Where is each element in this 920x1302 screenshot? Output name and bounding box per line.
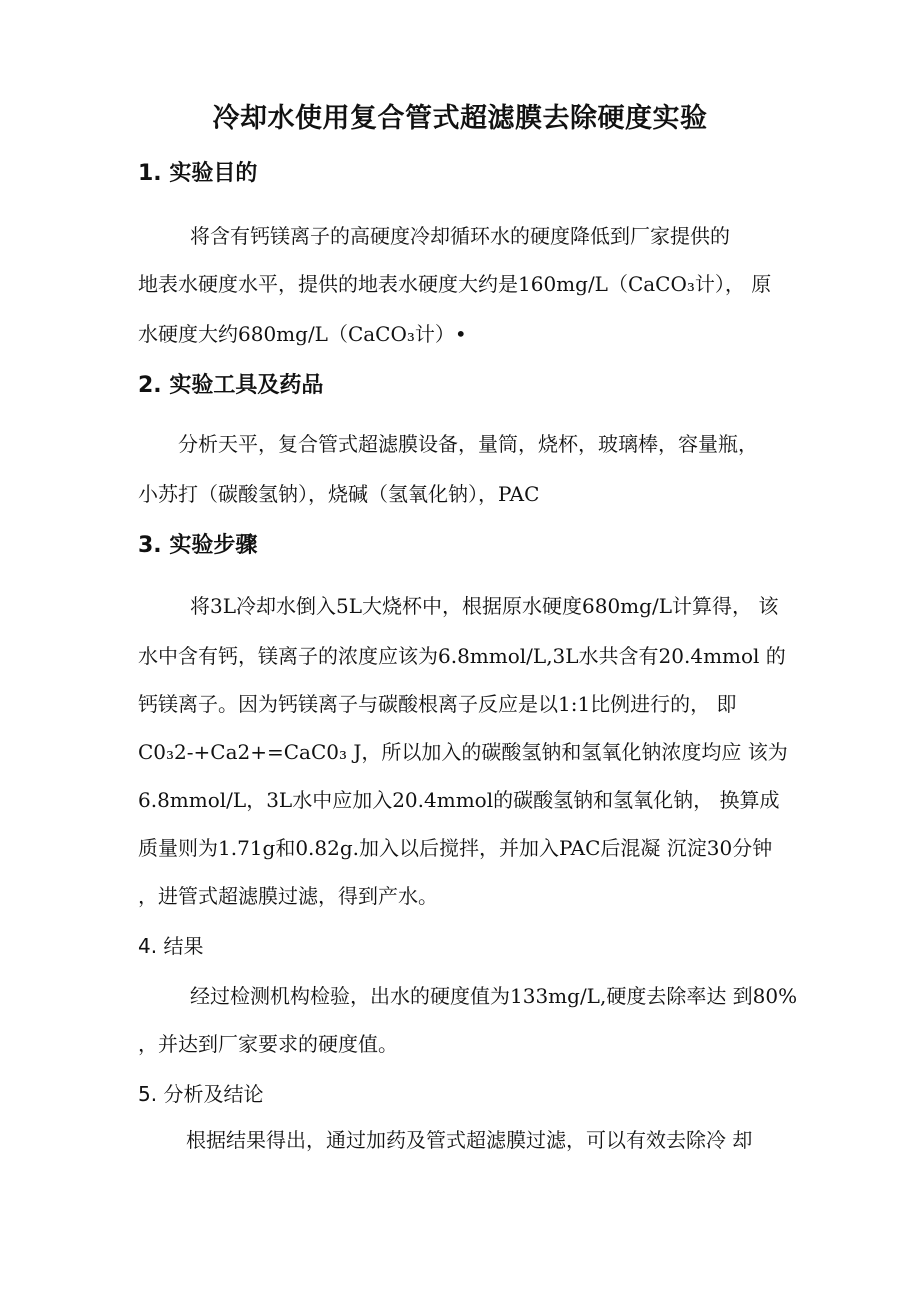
section-heading-steps: 3. 实验步骤 [138, 533, 258, 558]
paragraph-line: 水中含有钙，镁离子的浓度应该为6.8mmol/L,3L水共含有20.4mmol 的 [138, 644, 786, 668]
paragraph-line: 分析天平，复合管式超滤膜设备，量筒，烧杯，玻璃棒，容量瓶， [178, 432, 758, 456]
paragraph-line: 质量则为1.71g和0.82g.加入以后搅拌，并加入PAC后混凝 沉淀30分钟 [138, 836, 773, 860]
paragraph-line: 水硬度大约680mg/L（CaCO₃计）• [138, 322, 467, 346]
paragraph-line: 小苏打（碳酸氢钠），烧碱（氢氧化钠），PAC [138, 482, 540, 506]
section-heading-results: 4. 结果 [138, 934, 204, 958]
paragraph-line: ，进管式超滤膜过滤，得到产水。 [138, 884, 438, 908]
paragraph-line: ，并达到厂家要求的硬度值。 [138, 1032, 398, 1056]
paragraph-line: 6.8mmol/L，3L水中应加入20.4mmol的碳酸氢钠和氢氧化钠， 换算成 [138, 788, 780, 812]
paragraph-line: 地表水硬度水平，提供的地表水硬度大约是160mg/L（CaCO₃计）， 原 [138, 272, 772, 296]
paragraph-line: 经过检测机构检验，出水的硬度值为133mg/L,硬度去除率达 到80% [190, 984, 798, 1008]
document-title: 冷却水使用复合管式超滤膜去除硬度实验 [212, 103, 708, 134]
paragraph-line: 将含有钙镁离子的高硬度冷却循环水的硬度降低到厂家提供的 [190, 224, 730, 248]
section-heading-conclusion: 5. 分析及结论 [138, 1082, 264, 1106]
paragraph-line: 将3L冷却水倒入5L大烧杯中，根据原水硬度680mg/L计算得， 该 [190, 594, 779, 618]
paragraph-line: 根据结果得出，通过加药及管式超滤膜过滤，可以有效去除冷 却 [186, 1128, 753, 1152]
section-heading-purpose: 1. 实验目的 [138, 161, 258, 186]
section-heading-tools: 2. 实验工具及药品 [138, 373, 324, 398]
paragraph-line: C0₃2-+Ca2+=CaC0₃ J，所以加入的碳酸氢钠和氢氧化钠浓度均应 该为 [138, 740, 788, 764]
paragraph-line: 钙镁离子。因为钙镁离子与碳酸根离子反应是以1:1比例进行的， 即 [138, 692, 737, 716]
